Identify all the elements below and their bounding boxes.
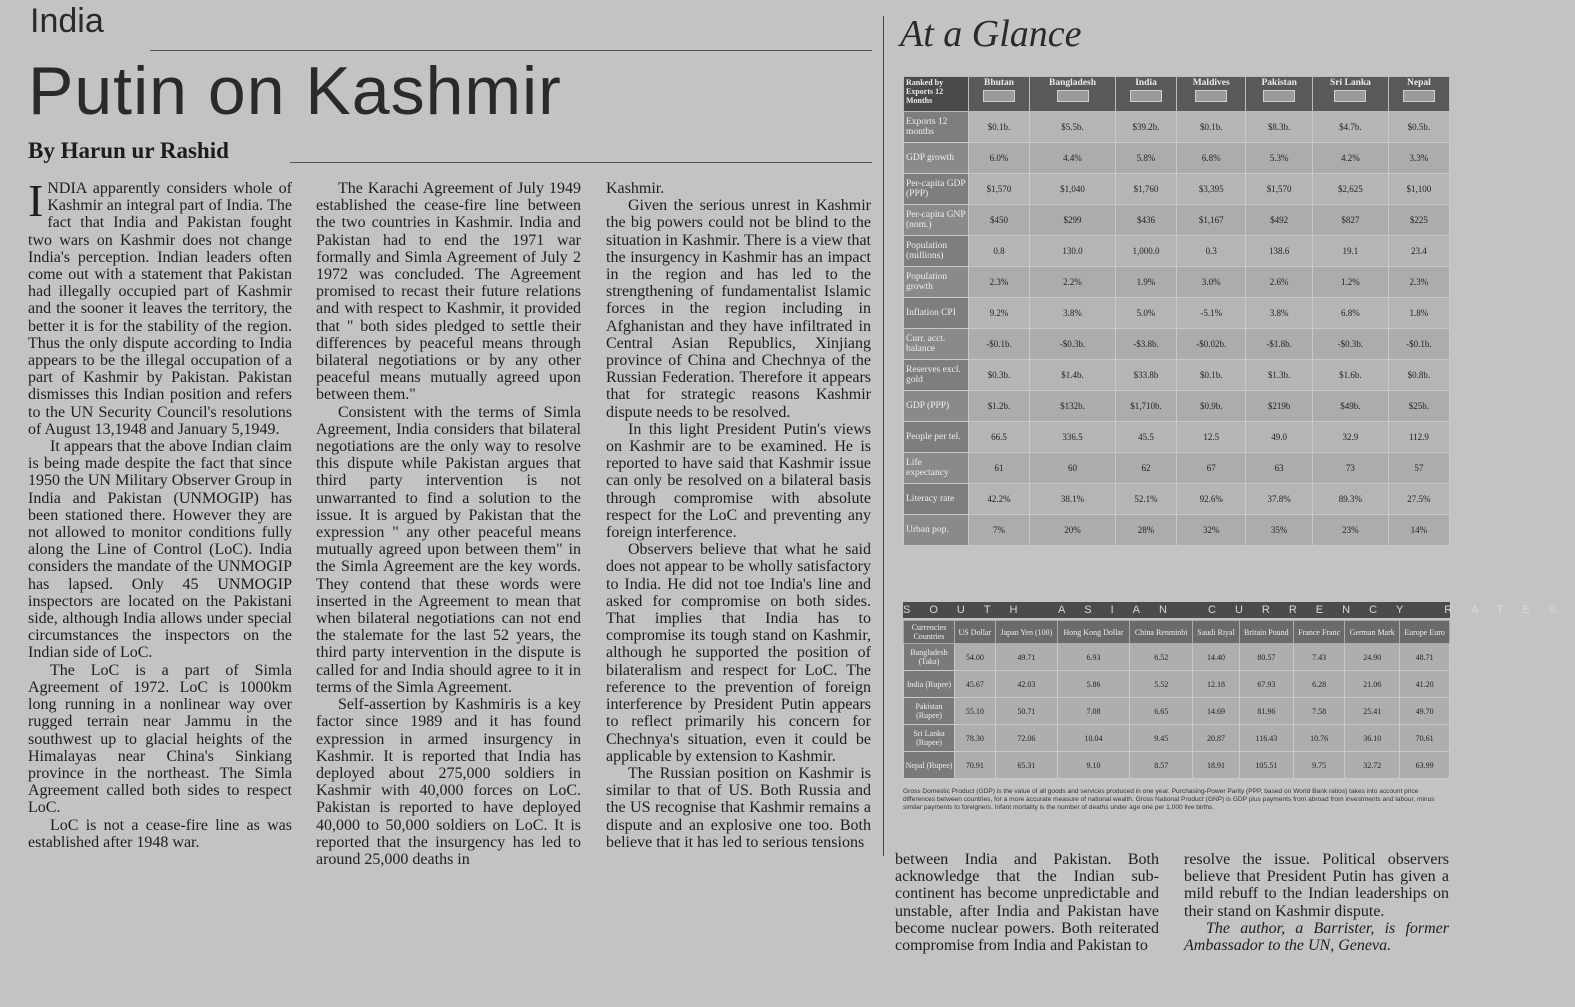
table-cell: 73 xyxy=(1313,453,1389,484)
article-column-5 xyxy=(1184,851,1449,954)
paragraph: It appears that the above Indian claim is being made despite the fact that since 1950 the UN Military Observer Group in India and Pakistan (UNMOGIP) has been stationed there. However they are not allowed to monitor conditions fully along the Line of Control (LoC). India considers the mandate of the UNMOGIP has lapsed. Only 45 UNMOGIP inspectors are located on the Pakistani side, although India allows under special circumstances the inspectors on the Indian side of LoC. xyxy=(28,438,292,662)
glance-row xyxy=(904,329,1450,360)
table-cell: 5.0% xyxy=(1115,298,1176,329)
table-cell: 138.6 xyxy=(1246,236,1313,267)
author-note: The author, a Barrister, is former Ambassador to the UN, Geneva. xyxy=(1184,919,1449,955)
paragraph: resolve the issue. Political observers believe that President Putin has given a mild rebuff to the Indian leaderships on their stand on Kashmir dispute. xyxy=(1184,851,1449,920)
glance-row xyxy=(904,174,1450,205)
at-a-glance-table xyxy=(903,76,1450,546)
glance-row xyxy=(904,205,1450,236)
paragraph: Consistent with the terms of Simla Agreement, India considers that bilateral negotiations are the only way to resolve this dispute while Pakistan argues that third party intervention is not unwarranted to find a solution to the issue. It is argued by Pakistan that the expression " any other peaceful means mutually agreed upon between them" in the Simla Agreement are the key words. They contend that these words were inserted in the Agreement to mean that when bilateral negotiations can not end the stalemate for the last 52 years, the third party intervention in the dispute is called for and India should agree to it in terms of the Simla Agreement. xyxy=(316,403,581,696)
table-cell: 0.8 xyxy=(969,236,1030,267)
table-cell: $0.5b. xyxy=(1388,112,1449,143)
table-cell: $25b. xyxy=(1388,391,1449,422)
currency-header: Europe Euro xyxy=(1400,621,1450,644)
table-cell: 27.5% xyxy=(1388,484,1449,515)
table-cell: 45.67 xyxy=(955,671,996,698)
glance-row xyxy=(904,484,1450,515)
table-cell: 72.06 xyxy=(995,725,1057,752)
row-label: Per-capita GDP (PPP) xyxy=(904,174,969,205)
table-cell: 14% xyxy=(1388,515,1449,546)
currency-row xyxy=(904,671,1450,698)
currency-header: Hong Kong Dollar xyxy=(1058,621,1130,644)
table-cell: 2.6% xyxy=(1246,267,1313,298)
table-cell: 67.93 xyxy=(1239,671,1293,698)
currency-header: Saudi Riyal xyxy=(1193,621,1239,644)
article-column-4 xyxy=(895,851,1159,954)
currency-header: US Dollar xyxy=(955,621,996,644)
table-cell: 55.10 xyxy=(955,698,996,725)
table-cell: $33.8b xyxy=(1115,360,1176,391)
section-label: India xyxy=(30,2,104,40)
table-cell: 35% xyxy=(1246,515,1313,546)
country-header: India xyxy=(1115,77,1176,112)
table-cell: -$0.3b. xyxy=(1030,329,1116,360)
table-cell: 45.5 xyxy=(1115,422,1176,453)
table-cell: $49b. xyxy=(1313,391,1389,422)
row-label: Pakistan (Rupee) xyxy=(904,698,955,725)
table-cell: 37.8% xyxy=(1246,484,1313,515)
currency-header: Britain Pound xyxy=(1239,621,1293,644)
table-cell: 49.0 xyxy=(1246,422,1313,453)
paragraph: Self-assertion by Kashmiris is a key factor since 1989 and it has found expression in armed insurgency in Kashmir. It is reported that India has deployed about 275,000 soldiers in Kashmir with 40,000 forces on LoC. Pakistan is reported to have deployed 40,000 to 50,000 soldiers on LoC. It is reported that the insurgency has led to around 25,000 deaths in xyxy=(316,696,581,868)
pakistan-flag-icon xyxy=(1263,90,1295,102)
rank-header: Ranked by Exports 12 Months xyxy=(904,77,969,112)
table-cell: 14.40 xyxy=(1193,644,1239,671)
currency-header: France Franc xyxy=(1294,621,1345,644)
table-cell: 130.0 xyxy=(1030,236,1116,267)
table-cell: $225 xyxy=(1388,205,1449,236)
table-cell: 52.1% xyxy=(1115,484,1176,515)
table-cell: $1.2b. xyxy=(969,391,1030,422)
row-label: Literacy rate xyxy=(904,484,969,515)
row-label: GDP (PPP) xyxy=(904,391,969,422)
paragraph: The LoC is a part of Simla Agreement of 1972. LoC is 1000km long running in a nonlinear way over rugged terrain near Jammu in the southwest up to glacial heights of the Himalayas near China's Sinkiang province in the northeast. The Simla Agreement called both sides to respect LoC. xyxy=(28,661,292,817)
table-cell: $3,395 xyxy=(1177,174,1246,205)
glance-row xyxy=(904,422,1450,453)
nepal-flag-icon xyxy=(1403,90,1435,102)
table-cell: 6.8% xyxy=(1313,298,1389,329)
table-cell: $450 xyxy=(969,205,1030,236)
paragraph: The Karachi Agreement of July 1949 established the cease-fire line between the two countries in Kashmir. India and Pakistan had to end the 1971 war formally and Simla Agreement of July 2 1972 was concluded. The Agreement promised to recast their future relations and with respect to Kashmir, it provided that " both sides pledged to settle their differences by peaceful means through bilateral negotiations or by any other peaceful means mutually agreed upon between them." xyxy=(316,180,581,404)
table-cell: -$0.1b. xyxy=(969,329,1030,360)
table-cell: 66.5 xyxy=(969,422,1030,453)
table-cell: 12.18 xyxy=(1193,671,1239,698)
table-cell: 8.57 xyxy=(1129,752,1192,779)
table-cell: 6.65 xyxy=(1129,698,1192,725)
drop-cap: I xyxy=(28,175,44,226)
article-column-3 xyxy=(606,180,871,851)
table-cell: 41.20 xyxy=(1400,671,1450,698)
table-cell: 24.90 xyxy=(1345,644,1400,671)
table-cell: 1.8% xyxy=(1388,298,1449,329)
byline: By Harun ur Rashid xyxy=(28,138,229,163)
country-header: Sri Lanka xyxy=(1313,77,1389,112)
india-flag-icon xyxy=(1130,90,1162,102)
table-cell: 9.45 xyxy=(1129,725,1192,752)
table-cell: 7.58 xyxy=(1294,698,1345,725)
table-cell: 21.06 xyxy=(1345,671,1400,698)
table-cell: 5.52 xyxy=(1129,671,1192,698)
bhutan-flag-icon xyxy=(983,90,1015,102)
table-cell: 38.1% xyxy=(1030,484,1116,515)
currency-row xyxy=(904,752,1450,779)
table-cell: 62 xyxy=(1115,453,1176,484)
table-cell: 19.1 xyxy=(1313,236,1389,267)
table-cell: 50.71 xyxy=(995,698,1057,725)
table-cell: $0.8b. xyxy=(1388,360,1449,391)
table-cell: 49.70 xyxy=(1400,698,1450,725)
table-cell: $1,760 xyxy=(1115,174,1176,205)
paragraph: In this light President Putin's views on Kashmir are to be examined. He is reported to have said that Kashmir issue can only be resolved on a bilateral basis through compromise with absolute respect for the LoC and preventing any foreign interference. xyxy=(606,420,871,542)
table-cell: $299 xyxy=(1030,205,1116,236)
row-label: Population (millions) xyxy=(904,236,969,267)
table-cell: 32.9 xyxy=(1313,422,1389,453)
row-label: Sri Lanka (Rupee) xyxy=(904,725,955,752)
country-header: Maldives xyxy=(1177,77,1246,112)
article-column-2 xyxy=(316,180,581,868)
table-cell: -$3.8b. xyxy=(1115,329,1176,360)
table-cell: 6.52 xyxy=(1129,644,1192,671)
table-cell: $0.1b. xyxy=(1177,360,1246,391)
table-cell: 9.2% xyxy=(969,298,1030,329)
row-label: Population growth xyxy=(904,267,969,298)
table-cell: 42.03 xyxy=(995,671,1057,698)
table-cell: $0.9b. xyxy=(1177,391,1246,422)
column-divider xyxy=(883,16,884,856)
table-cell: 23.4 xyxy=(1388,236,1449,267)
table-cell: 20% xyxy=(1030,515,1116,546)
table-cell: 6.8% xyxy=(1177,143,1246,174)
table-cell: 80.57 xyxy=(1239,644,1293,671)
table-cell: 5.86 xyxy=(1058,671,1130,698)
table-cell: 48.71 xyxy=(1400,644,1450,671)
table-cell: 5.8% xyxy=(1115,143,1176,174)
table-cell: 9.10 xyxy=(1058,752,1130,779)
table-cell: 0.3 xyxy=(1177,236,1246,267)
table-cell: 14.69 xyxy=(1193,698,1239,725)
table-cell: 105.51 xyxy=(1239,752,1293,779)
table-cell: $492 xyxy=(1246,205,1313,236)
table-cell: 4.2% xyxy=(1313,143,1389,174)
table-cell: -$1.8b. xyxy=(1246,329,1313,360)
table-cell: 20.87 xyxy=(1193,725,1239,752)
table-cell: 49.71 xyxy=(995,644,1057,671)
table-cell: 67 xyxy=(1177,453,1246,484)
currency-header-row xyxy=(904,621,1450,644)
footnote: Gross Domestic Product (GDP) is the value of all goods and services produced in one year. Purchasing-Power Parity (PPP, based on World Bank ratios) takes into account price differences between countries, for a more accurate measure of national wealth. Gross National Product (GNP) is GDP plus payments from abroad from investments and labour, minus similar payments to foreigners. Infant mortality is the number of deaths under age one per 1,000 live births. xyxy=(903,788,1435,811)
row-label: India (Rupee) xyxy=(904,671,955,698)
glance-header-row xyxy=(904,77,1450,112)
table-cell: 42.2% xyxy=(969,484,1030,515)
byline-rule xyxy=(290,162,872,163)
currency-rates-table xyxy=(903,620,1450,779)
paragraph: The Russian position on Kashmir is similar to that of US. Both Russia and the US recognise that Kashmir remains a dispute and an explosive one too. Both believe that it has led to serious tensions xyxy=(606,764,871,851)
table-cell: $2,625 xyxy=(1313,174,1389,205)
table-cell: 4.4% xyxy=(1030,143,1116,174)
article-column-1 xyxy=(28,175,292,851)
table-cell: 336.5 xyxy=(1030,422,1116,453)
table-cell: 10.04 xyxy=(1058,725,1130,752)
table-cell: 63.99 xyxy=(1400,752,1450,779)
currency-header: Japan Yen (100) xyxy=(995,621,1057,644)
table-cell: 54.00 xyxy=(955,644,996,671)
currency-header: China Renminbi xyxy=(1129,621,1192,644)
table-cell: 32% xyxy=(1177,515,1246,546)
table-cell: 7.43 xyxy=(1294,644,1345,671)
table-cell: $827 xyxy=(1313,205,1389,236)
table-cell: $1.6b. xyxy=(1313,360,1389,391)
row-label: Life expectancy xyxy=(904,453,969,484)
currency-header: German Mark xyxy=(1345,621,1400,644)
table-cell: 7% xyxy=(969,515,1030,546)
table-cell: 9.75 xyxy=(1294,752,1345,779)
table-cell: 112.9 xyxy=(1388,422,1449,453)
paragraph: Kashmir. xyxy=(606,180,665,197)
country-header: Pakistan xyxy=(1246,77,1313,112)
paragraph: between India and Pakistan. Both acknowledge that the Indian sub-continent has become unpredictable and unstable, after India and Pakistan have become nuclear powers. Both reiterated compromise from India and Pakistan to xyxy=(895,851,1159,955)
row-label: GDP growth xyxy=(904,143,969,174)
row-label: Bangladesh (Taka) xyxy=(904,644,955,671)
table-cell: $1,570 xyxy=(1246,174,1313,205)
table-cell: $1,710b. xyxy=(1115,391,1176,422)
table-cell: 1,000.0 xyxy=(1115,236,1176,267)
corner-header: Currencies Countries xyxy=(904,621,955,644)
row-label: Nepal (Rupee) xyxy=(904,752,955,779)
table-cell: 10.76 xyxy=(1294,725,1345,752)
table-cell: 60 xyxy=(1030,453,1116,484)
row-label: Reserves excl. gold xyxy=(904,360,969,391)
table-cell: -5.1% xyxy=(1177,298,1246,329)
table-cell: 3.3% xyxy=(1388,143,1449,174)
glance-title: At a Glance xyxy=(900,13,1082,55)
table-cell: -$0.1b. xyxy=(1388,329,1449,360)
table-cell: 36.10 xyxy=(1345,725,1400,752)
row-label: Inflation CPI xyxy=(904,298,969,329)
currency-row xyxy=(904,725,1450,752)
row-label: Exports 12 months xyxy=(904,112,969,143)
table-cell: 81.96 xyxy=(1239,698,1293,725)
table-cell: 7.08 xyxy=(1058,698,1130,725)
table-cell: 116.43 xyxy=(1239,725,1293,752)
table-cell: -$0.3b. xyxy=(1313,329,1389,360)
table-cell: $1.4b. xyxy=(1030,360,1116,391)
glance-row xyxy=(904,143,1450,174)
headline: Putin on Kashmir xyxy=(28,53,562,129)
table-cell: $219b xyxy=(1246,391,1313,422)
table-cell: 12.5 xyxy=(1177,422,1246,453)
table-cell: 78.30 xyxy=(955,725,996,752)
glance-row xyxy=(904,391,1450,422)
paragraph: INDIA apparently considers whole of Kashmir an integral part of India. The fact that India and Pakistan fought two wars on Kashmir does not change India's perception. Indian leaders often come out with a statement that Pakistan had illegally occupied part of Kashmir and the sooner it leaves the territory, the better it is for the stability of the region. Thus the only dispute according to India appears to be the illegal occupation of a part of Kashmir by Pakistan. Pakistan dismisses this Indian position and refers to the UN Security Council's resolutions of August 13,1948 and January 5,1949. xyxy=(28,175,292,438)
table-cell: $4.7b. xyxy=(1313,112,1389,143)
table-cell: 23% xyxy=(1313,515,1389,546)
currency-row xyxy=(904,644,1450,671)
glance-row xyxy=(904,515,1450,546)
currency-band-title: SOUTH ASIAN CURRENCY RATES xyxy=(903,604,1575,616)
maldives-flag-icon xyxy=(1195,90,1227,102)
currency-row xyxy=(904,698,1450,725)
table-cell: 6.93 xyxy=(1058,644,1130,671)
glance-row xyxy=(904,453,1450,484)
table-cell: 18.91 xyxy=(1193,752,1239,779)
table-cell: 6.28 xyxy=(1294,671,1345,698)
table-cell: 3.0% xyxy=(1177,267,1246,298)
table-cell: 28% xyxy=(1115,515,1176,546)
paragraph: Observers believe that what he said does not appear to be wholly satisfactory to India. He did not toe India's line and asked for compromise on both sides. That implies that India has to compromise its tough stand on Kashmir, although he supported the position of bilateralism and respect for LoC. The reference to the prevention of foreign interference by President Putin appears to reflect primarily his concern for Chechnya's situation, even it could be applicable by extension to Kashmir. xyxy=(606,541,871,765)
table-cell: $132b. xyxy=(1030,391,1116,422)
table-cell: 32.72 xyxy=(1345,752,1400,779)
row-label: People per tel. xyxy=(904,422,969,453)
glance-row xyxy=(904,267,1450,298)
table-cell: $436 xyxy=(1115,205,1176,236)
glance-row xyxy=(904,298,1450,329)
bangladesh-flag-icon xyxy=(1057,90,1089,102)
table-cell: 2.2% xyxy=(1030,267,1116,298)
table-cell: 3.8% xyxy=(1030,298,1116,329)
table-cell: 25.41 xyxy=(1345,698,1400,725)
table-cell: 1.9% xyxy=(1115,267,1176,298)
table-cell: $0.1b. xyxy=(969,112,1030,143)
table-cell: 70.91 xyxy=(955,752,996,779)
table-cell: 6.0% xyxy=(969,143,1030,174)
table-cell: 57 xyxy=(1388,453,1449,484)
row-label: Urban pop. xyxy=(904,515,969,546)
table-cell: $1,100 xyxy=(1388,174,1449,205)
table-cell: $1,167 xyxy=(1177,205,1246,236)
country-header: Bangladesh xyxy=(1030,77,1116,112)
table-cell: 5.3% xyxy=(1246,143,1313,174)
paragraph: LoC is not a cease-fire line as was established after 1948 war. xyxy=(28,816,292,851)
table-cell: 63 xyxy=(1246,453,1313,484)
table-cell: 89.3% xyxy=(1313,484,1389,515)
glance-row xyxy=(904,112,1450,143)
table-cell: 92.6% xyxy=(1177,484,1246,515)
glance-row xyxy=(904,236,1450,267)
table-cell: $1.3b. xyxy=(1246,360,1313,391)
table-cell: $0.3b. xyxy=(969,360,1030,391)
table-cell: 61 xyxy=(969,453,1030,484)
country-header: Bhutan xyxy=(969,77,1030,112)
sri-lanka-flag-icon xyxy=(1334,90,1366,102)
table-cell: 70.61 xyxy=(1400,725,1450,752)
table-cell: $1,040 xyxy=(1030,174,1116,205)
table-cell: 1.2% xyxy=(1313,267,1389,298)
country-header: Nepal xyxy=(1388,77,1449,112)
row-label: Curr. acct. balance xyxy=(904,329,969,360)
table-cell: 2.3% xyxy=(969,267,1030,298)
table-cell: $39.2b. xyxy=(1115,112,1176,143)
glance-row xyxy=(904,360,1450,391)
table-cell: $8.3b. xyxy=(1246,112,1313,143)
table-cell: 3.8% xyxy=(1246,298,1313,329)
row-label: Per-capita GNP (nom.) xyxy=(904,205,969,236)
table-cell: $5.5b. xyxy=(1030,112,1116,143)
section-rule xyxy=(150,50,872,51)
paragraph: Given the serious unrest in Kashmir the big powers could not be blind to the situation in Kashmir. There is a view that the insurgency in Kashmir has an impact in the region and has led to the strengthening of fundamentalist Islamic forces in the region including in Afghanistan and they have infiltrated in Central Asian Republics, Xinjiang province of China and Chechnya of the Russian Federation. Therefore it appears that for strategic reasons Kashmir dispute needs to be resolved. xyxy=(606,197,871,421)
table-cell: $1,570 xyxy=(969,174,1030,205)
table-cell: $0.1b. xyxy=(1177,112,1246,143)
table-cell: -$0.02b. xyxy=(1177,329,1246,360)
table-cell: 2.3% xyxy=(1388,267,1449,298)
table-cell: 65.31 xyxy=(995,752,1057,779)
